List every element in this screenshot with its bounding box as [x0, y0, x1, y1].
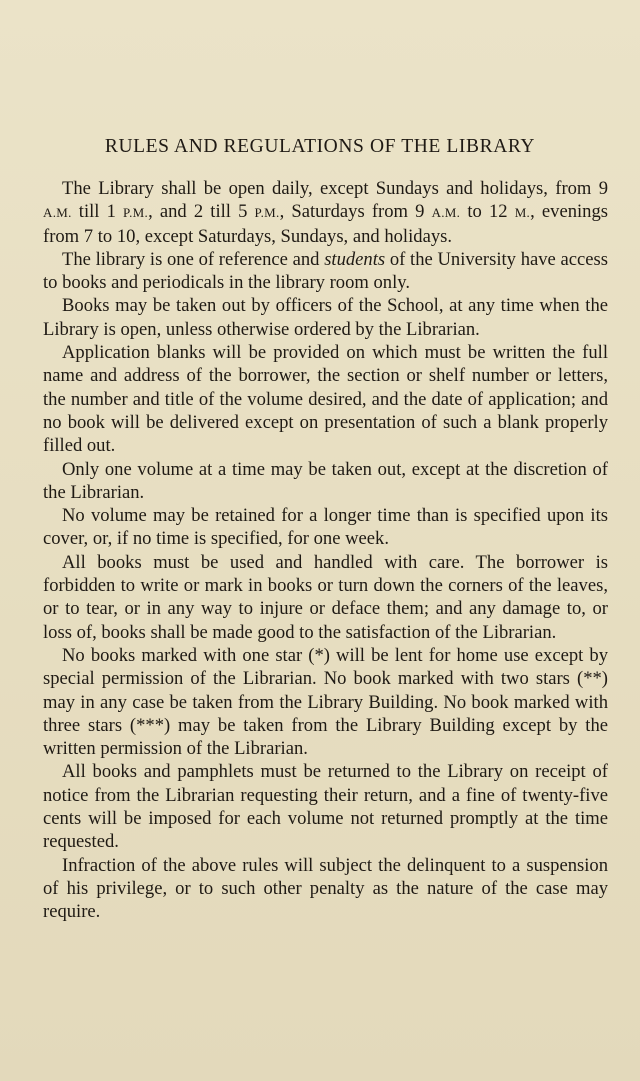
- rule-paragraph-hours: [43, 177, 608, 248]
- rule-paragraph-retention: No volume may be retained for a longer time than is specified upon its cover, or, if no time is specified, for one week.: [43, 505, 608, 550]
- rule-paragraph-one-volume: Only one volume at a time may be taken out, except at the discretion of the Librarian.: [43, 458, 608, 503]
- time-pm: P.M.: [254, 205, 280, 221]
- rule-paragraph-officers: Books may be taken out by officers of the School, at any time when the Library is open, unless otherwise ordered by the Librarian.: [43, 295, 608, 340]
- time-meridian: M.: [514, 205, 531, 221]
- rule-paragraph-care: All books must be used and handled with care. The borrower is forbidden to write or mark in books or turn down the corners of the leaves, or to tear, or in any way to injure or deface them; and any damage to, or loss of, books shall be made good to the satisfaction of the Librarian.: [43, 551, 608, 643]
- rule-paragraph-return: All books and pamphlets must be returned to the Library on receipt of notice from the Librarian requesting their return, and a fine of twenty-five cents will be imposed for each volume not returned promptly at the time requested.: [43, 761, 608, 853]
- time-pm: P.M.: [123, 205, 149, 221]
- text-segment: till 1: [71, 201, 124, 223]
- time-am: A.M.: [43, 205, 72, 221]
- text-segment: of the University have access to books and periodicals in the library room only.: [43, 248, 608, 294]
- text-segment: , evenings from 7 to 10, except Saturdays, Sundays, and holidays.: [43, 201, 608, 247]
- rule-paragraph-stars: No books marked with one star (*) will be lent for home use except by special permission of the Librarian. No book marked with two stars (**) may in any case be taken from the Library Building. No book marked with three stars (***) may be taken from the Library Building except by the written permission of the Librarian.: [43, 644, 608, 760]
- text-segment: , and 2 till 5: [148, 201, 255, 223]
- emphasis-students: students: [324, 248, 386, 270]
- text-segment: The library is one of reference and: [62, 248, 325, 270]
- rule-paragraph-infraction: Infraction of the above rules will subject the delinquent to a suspension of his privilege, or to such other penalty as the nature of the case may require.: [43, 854, 608, 923]
- text-segment: The Library shall be open daily, except Sundays and holidays, from 9: [62, 178, 608, 199]
- rule-paragraph-reference: [43, 248, 608, 295]
- time-am: A.M.: [431, 205, 461, 221]
- text-segment: to 12: [460, 201, 515, 223]
- text-segment: , Saturdays from 9: [279, 201, 432, 223]
- rules-body: [43, 177, 608, 924]
- page-title: RULES AND REGULATIONS OF THE LIBRARY: [104, 136, 536, 157]
- rule-paragraph-application: Application blanks will be provided on which must be written the full name and address of the borrower, the section or shelf number or letters, the number and title of the volume desired, and the date of application; and no book will be delivered except on presentation of such a blank properly filled out.: [43, 342, 608, 457]
